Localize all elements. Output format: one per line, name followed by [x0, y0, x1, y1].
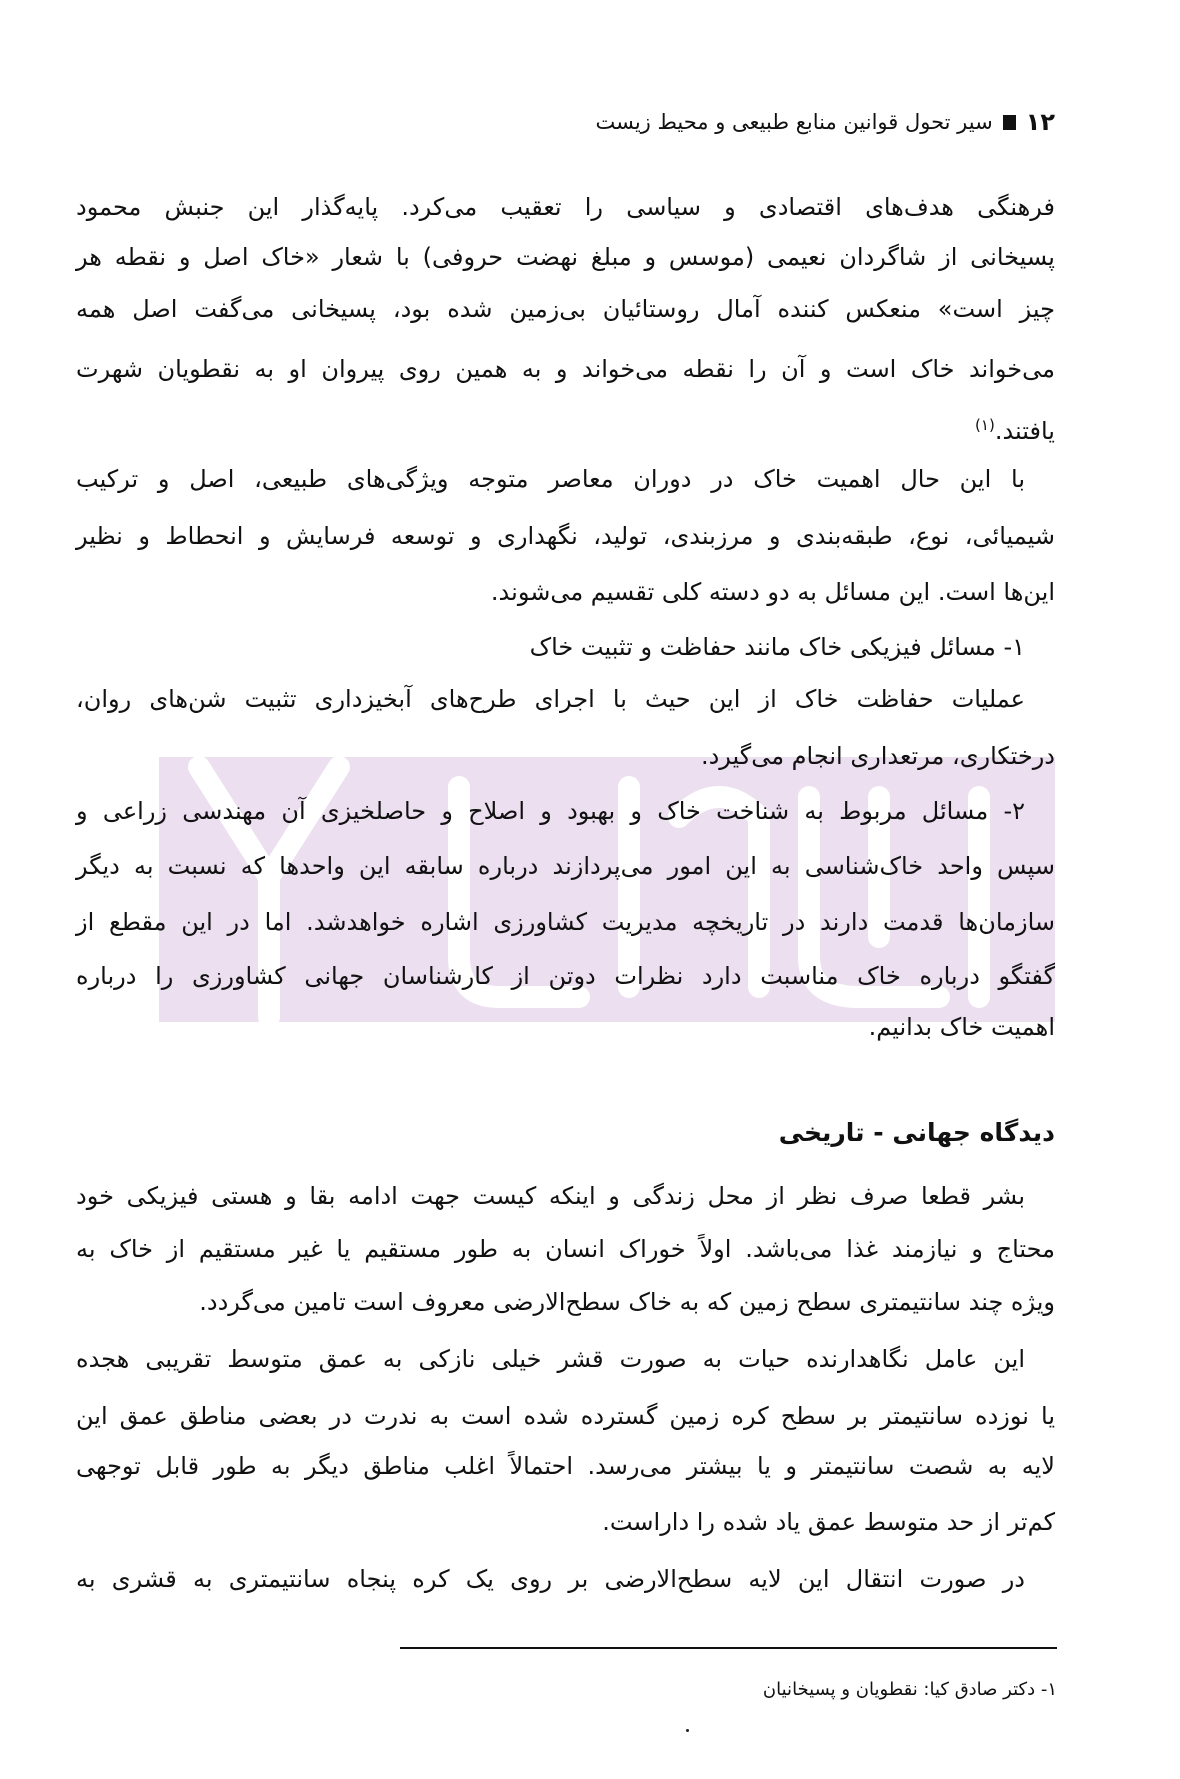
body-line: یا نوزده سانتیمتر بر سطح کره زمین گسترده شده است به ندرت در بعضی مناطق عمق این	[76, 1402, 1055, 1430]
body-line: سپس واحد خاک‌شناسی به این امور می‌پردازند درباره سابقه این واحدها که نسبت به دیگر	[76, 852, 1055, 880]
body-line-last	[76, 408, 1055, 448]
section-heading: دیدگاه جهانی - تاریخی	[778, 1118, 1055, 1147]
body-line: بشر قطعا صرف نظر از محل زندگی و اینکه کیست جهت ادامه بقا و هستی فیزیکی خود	[76, 1182, 1025, 1210]
body-line: ویژه چند سانتیمتری سطح زمین که به خاک سطح‌الارضی معروف است تامین می‌گردد.	[199, 1288, 1055, 1316]
scan-speck	[686, 1729, 689, 1732]
body-line: کم‌تر از حد متوسط عمق یاد شده را داراست.	[602, 1508, 1055, 1536]
body-line: در صورت انتقال این لایه سطح‌الارضی بر روی یک کره پنجاه سانتیمتری به قشری به	[76, 1565, 1025, 1593]
body-line: پسیخانی از شاگردان نعیمی (موسس و مبلغ نهضت حروفی) با شعار «خاک اصل و نقطه هر	[76, 243, 1055, 271]
body-line: با این حال اهمیت خاک در دوران معاصر متوجه ویژگی‌های طبیعی، اصل و ترکیب	[76, 465, 1025, 493]
body-line: درختکاری، مرتعداری انجام می‌گیرد.	[700, 742, 1055, 770]
square-bullet-icon	[1003, 115, 1016, 130]
body-line: عملیات حفاظت خاک از این حیث با اجرای طرح‌های آبخیزداری تثبیت شن‌های روان،	[76, 685, 1025, 713]
page-number: ۱۲	[1025, 108, 1055, 136]
running-header	[595, 108, 1055, 136]
body-line: این عامل نگاهدارنده حیات به صورت قشر خیلی نازکی به عمق متوسط تقریبی هجده	[76, 1345, 1025, 1373]
body-line: سازمان‌ها قدمت دارند در تاریخچه مدیریت کشاورزی اشاره خواهدشد. اما در این مقطع از	[76, 908, 1055, 936]
body-line: اهمیت خاک بدانیم.	[868, 1013, 1055, 1041]
body-line: این‌ها است. این مسائل به دو دسته کلی تقسیم می‌شوند.	[490, 578, 1055, 606]
body-text: یافتند.	[994, 417, 1055, 445]
body-line: لایه به شصت سانتیمتر و یا بیشتر می‌رسد. احتمالاً اغلب مناطق دیگر به طور قابل توجهی	[76, 1452, 1055, 1480]
list-item: ۱- مسائل فیزیکی خاک مانند حفاظت و تثبیت خاک	[529, 633, 1025, 661]
footnote-ref[interactable]: (۱)	[975, 416, 995, 434]
body-line: محتاج و نیازمند غذا می‌باشد. اولاً خوراک انسان به طور مستقیم یا غیر مستقیم از خاک به	[76, 1235, 1055, 1263]
footnote-divider	[400, 1647, 1057, 1649]
body-line: فرهنگی هدف‌های اقتصادی و سیاسی را تعقیب می‌کرد. پایه‌گذار این جنبش محمود	[76, 193, 1055, 221]
footnote: ۱- دکتر صادق کیا: نقطویان و پسیخانیان	[762, 1679, 1057, 1700]
body-line: شیمیائی، نوع، طبقه‌بندی و مرزبندی، تولید، نگهداری و توسعه فرسایش و انحطاط و نظیر	[76, 522, 1055, 550]
body-line: می‌خواند خاک است و آن را نقطه می‌خواند و به همین روی پیروان او به نقطویان شهرت	[76, 355, 1055, 383]
body-line: چیز است» منعکس کننده آمال روستائیان بی‌زمین شده بود، پسیخانی می‌گفت اصل همه	[76, 295, 1055, 323]
body-line: ۲- مسائل مربوط به شناخت خاک و بهبود و اصلاح و حاصلخیزی آن مهندسی زراعی و	[76, 797, 1025, 825]
body-line: گفتگو درباره خاک مناسبت دارد نظرات دوتن از کارشناسان جهانی کشاورزی را درباره	[76, 962, 1055, 990]
running-title: سیر تحول قوانین منابع طبیعی و محیط زیست	[595, 110, 993, 134]
